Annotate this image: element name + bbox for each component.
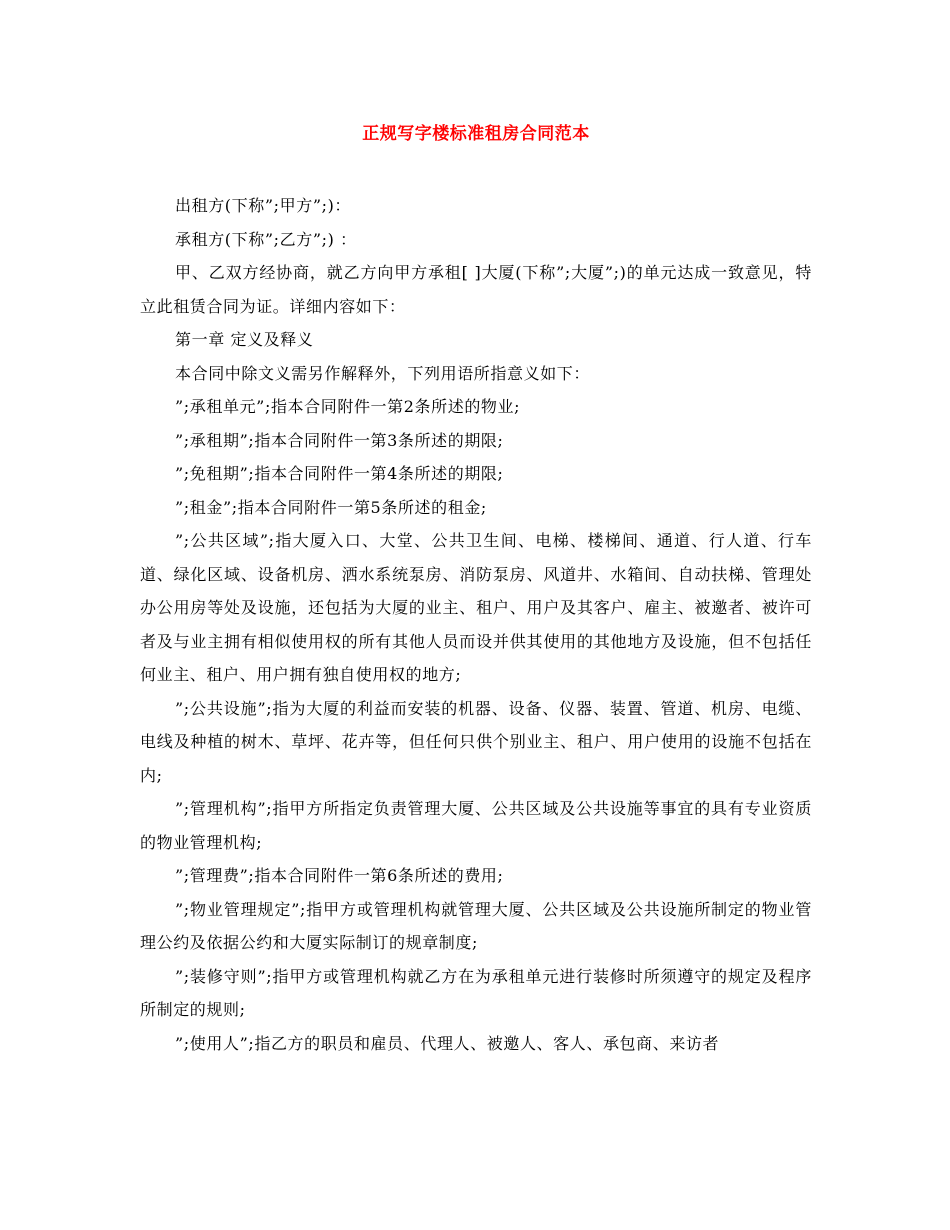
definition-item: ”;公共设施”;指为大厦的利益而安装的机器、设备、仪器、装置、管道、机房、电缆、电线及种植的树木、草坪、花卉等，但任何只供个别业主、租户、用户使用的设施不包括在内; <box>140 698 812 785</box>
preamble-paragraph: 甲、乙双方经协商，就乙方向甲方承租[ ]大厦(下称”;大厦”;)的单元达成一致意见，特立此租赁合同为证。详细内容如下： <box>140 263 812 316</box>
definition-item: ”;管理费”;指本合同附件一第6条所述的费用; <box>175 866 504 885</box>
chapter-heading: 第一章 定义及释义 <box>175 330 314 349</box>
definition-item: ”;装修守则”;指甲方或管理机构就乙方在为承租单元进行装修时所须遵守的规定及程序所制定的规则; <box>140 966 812 1019</box>
definition-item: ”;承租期”;指本合同附件一第3条所述的期限; <box>175 430 504 450</box>
definition-item: ”;租金”;指本合同附件一第5条所述的租金; <box>175 497 487 517</box>
lessee-line: 承租方(下称”;乙方”;) ： <box>175 229 357 249</box>
definition-item: ”;公共区域”;指大厦入口、大堂、公共卫生间、电梯、楼梯间、通道、行人道、行车道、绿化区域、设备机房、洒水系统泵房、消防泵房、风道井、水箱间、自动扶梯、管理处办公用房等处及设施，还包括为大厦的业主、租户、用户及其客户、雇主、被邀者、被许可者及与业主拥有相似使用权的所有其他人员而设并供其使用的其他地方及设施，但不包括任何业主、租户、用户拥有独自使用权的地方; <box>140 531 812 684</box>
definition-item: ”;管理机构”;指甲方所指定负责管理大厦、公共区域及公共设施等事宜的具有专业资质的物业管理机构; <box>140 799 812 852</box>
definition-item: ”;使用人”;指乙方的职员和雇员、代理人、被邀人、客人、承包商、来访者 <box>175 1033 720 1053</box>
document-title: 正规写字楼标准租房合同范本 <box>362 124 590 144</box>
document-page <box>140 118 812 1060</box>
definition-item: ”;物业管理规定”;指甲方或管理机构就管理大厦、公共区域及公共设施所制定的物业管理公约及依据公约和大厦实际制订的规章制度; <box>140 899 812 952</box>
definitions-intro: 本合同中除文义需另作解释外，下列用语所指意义如下： <box>175 363 591 383</box>
lessor-line: 出租方(下称”;甲方”;)： <box>175 196 352 215</box>
definition-item: ”;承租单元”;指本合同附件一第2条所述的物业; <box>175 397 521 416</box>
definition-item: ”;免租期”;指本合同附件一第4条所述的期限; <box>175 464 504 483</box>
